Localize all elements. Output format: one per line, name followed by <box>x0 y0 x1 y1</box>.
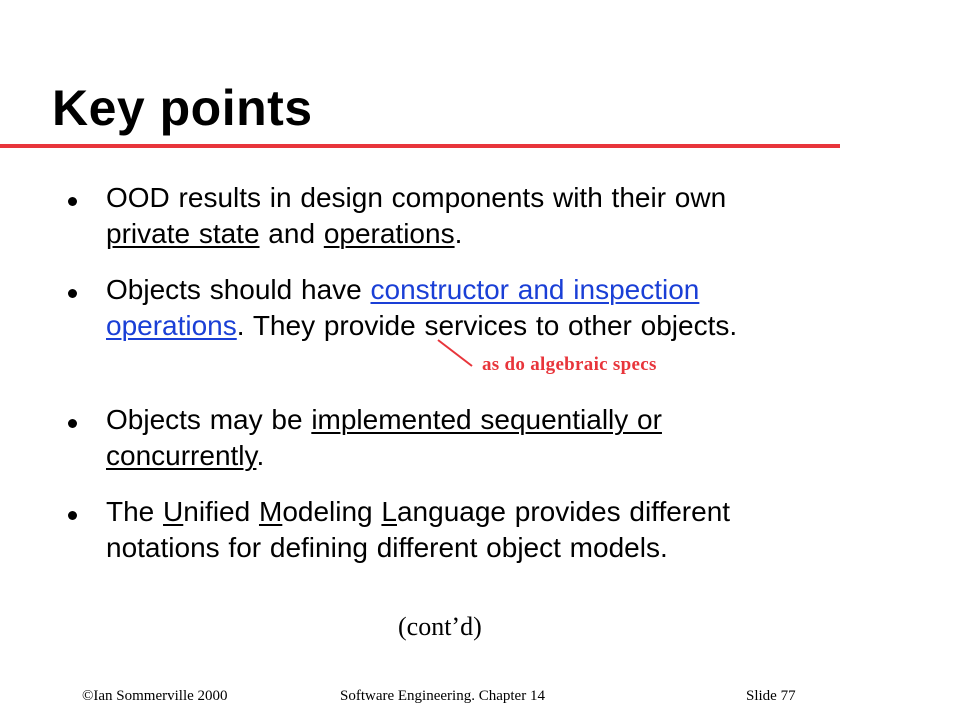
underlined-letter-m: M <box>258 496 283 527</box>
text-segment: and <box>259 218 324 249</box>
footer-course: Software Engineering. Chapter 14 <box>340 688 545 704</box>
slide-title: Key points <box>52 80 313 136</box>
text-segment: Objects may be <box>106 404 312 435</box>
text-segment: Objects should have <box>106 274 371 305</box>
continued-label: (cont’d) <box>398 612 482 641</box>
bullet-dot-icon <box>68 419 77 428</box>
text-segment: . <box>256 440 265 471</box>
footer-copyright: ©Ian Sommerville 2000 <box>82 688 228 704</box>
text-segment: . They provide services to other objects. <box>236 310 738 341</box>
constructor-inspection-link[interactable]: constructor and inspection operations <box>106 274 700 341</box>
text-segment: odeling <box>282 496 382 527</box>
underlined-letter-u: U <box>163 496 184 527</box>
bullet-text <box>106 402 806 474</box>
bullet-dot-icon <box>68 289 77 298</box>
bullet-text <box>106 494 806 566</box>
underlined-term-implemented: implemented sequentially or concurrently <box>106 404 662 471</box>
bullet-dot-icon <box>68 197 77 206</box>
bullet-text <box>106 272 806 344</box>
bullet-text <box>106 180 806 252</box>
underlined-term-operations: operations <box>323 218 455 249</box>
footer-slide-number: Slide 77 <box>746 688 796 704</box>
underlined-letter-l: L <box>381 496 397 527</box>
text-segment: anguage provides different notations for defining different object models. <box>106 496 731 563</box>
text-segment: . <box>454 218 463 249</box>
annotation-note: as do algebraic specs <box>482 354 657 375</box>
text-segment: nified <box>183 496 259 527</box>
title-underline-rule <box>0 144 840 148</box>
underlined-term-private-state: private state <box>106 218 260 249</box>
bullet-dot-icon <box>68 511 77 520</box>
text-segment: The <box>106 496 164 527</box>
annotation-arrow-icon <box>434 336 474 368</box>
text-segment: OOD results in design components with their own <box>106 182 727 213</box>
